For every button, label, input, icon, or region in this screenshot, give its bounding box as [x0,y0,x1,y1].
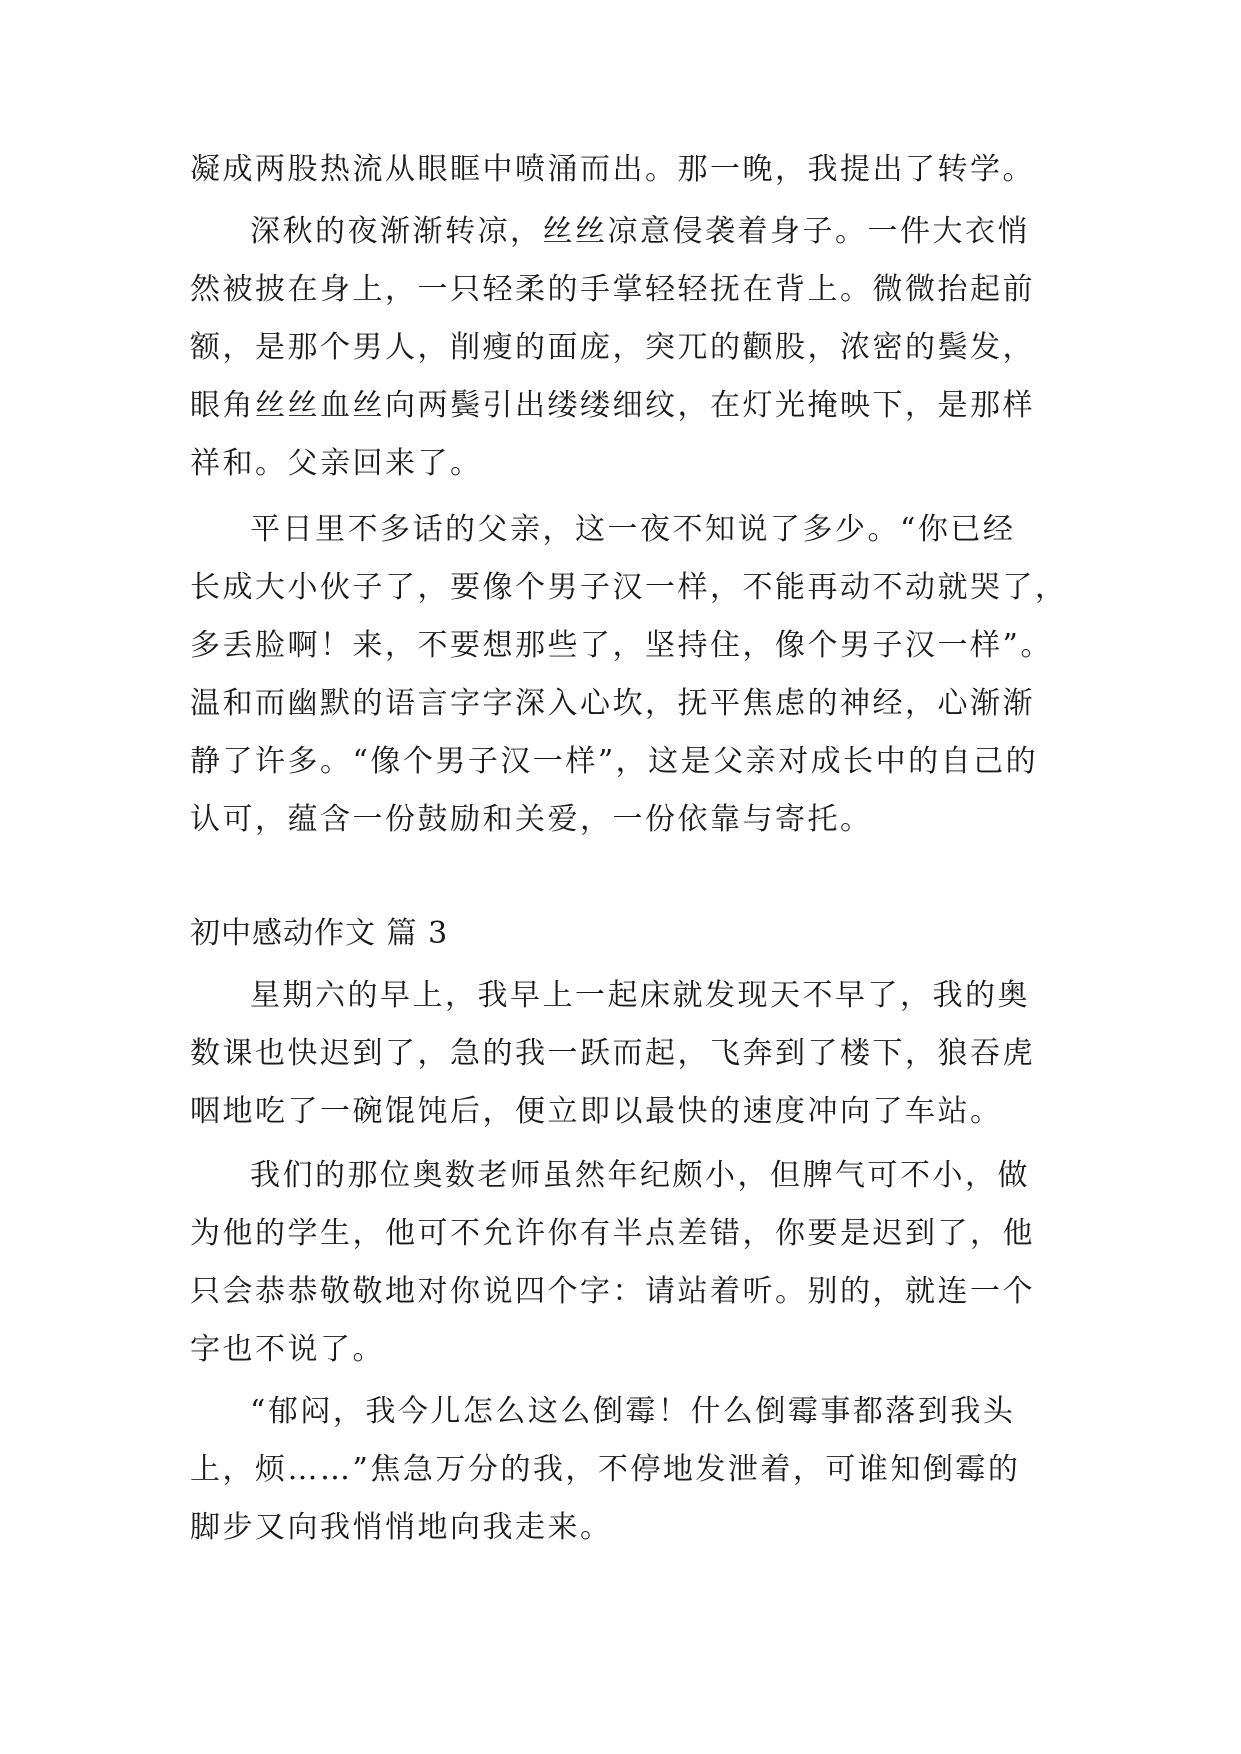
paragraph-first-line: 深秋的夜渐渐转凉，丝丝凉意侵袭着身子。一件大衣悄 [250,214,1030,249]
paragraph-first-line: 平日里不多话的父亲，这一夜不知说了多少。“你已经 [250,512,1016,547]
text-line: 长成大小伙子了，要像个男子汉一样，不能再动不动就哭了， [190,570,1068,605]
text-line: 字也不说了。 [190,1332,385,1367]
text-line: 额，是那个男人，削瘦的面庞，突兀的颧股，浓密的鬓发， [190,330,1035,365]
text-line: 脚步又向我悄悄地向我走来。 [190,1510,613,1545]
paragraph-first-line: “郁闷，我今儿怎么这么倒霉！什么倒霉事都落到我头 [250,1394,1016,1429]
section-heading: 初中感动作文 篇 3 [190,916,449,951]
text-line: 然被披在身上，一只轻柔的手掌轻轻抚在背上。微微抬起前 [190,272,1035,307]
paragraph-first-line: 星期六的早上，我早上一起床就发现天不早了，我的奥 [250,978,1030,1013]
text-line: 数课也快迟到了，急的我一跃而起，飞奔到了楼下，狼吞虎 [190,1036,1035,1071]
text-line: 温和而幽默的语言字字深入心坎，抚平焦虑的神经，心渐渐 [190,686,1035,721]
text-line: 为他的学生，他可不允许你有半点差错，你要是迟到了，他 [190,1216,1035,1251]
paragraph-first-line: 我们的那位奥数老师虽然年纪颇小，但脾气可不小，做 [250,1158,1030,1193]
text-line: 只会恭恭敬敬地对你说四个字：请站着听。别的，就连一个 [190,1274,1035,1309]
text-line: 多丢脸啊！来，不要想那些了，坚持住，像个男子汉一样”。 [190,628,1053,663]
text-line: 祥和。父亲回来了。 [190,446,483,481]
text-line: 眼角丝丝血丝向两鬓引出缕缕细纹，在灯光掩映下，是那样 [190,388,1035,423]
text-line: 上，烦……”焦急万分的我，不停地发泄着，可谁知倒霉的 [190,1452,1021,1487]
text-line: 凝成两股热流从眼眶中喷涌而出。那一晚，我提出了转学。 [190,152,1035,187]
text-line: 认可，蕴含一份鼓励和关爱，一份依靠与寄托。 [190,802,873,837]
text-line: 咽地吃了一碗馄饨后，便立即以最快的速度冲向了车站。 [190,1094,1003,1129]
text-line: 静了许多。“像个男子汉一样”，这是父亲对成长中的自己的 [190,744,1039,779]
